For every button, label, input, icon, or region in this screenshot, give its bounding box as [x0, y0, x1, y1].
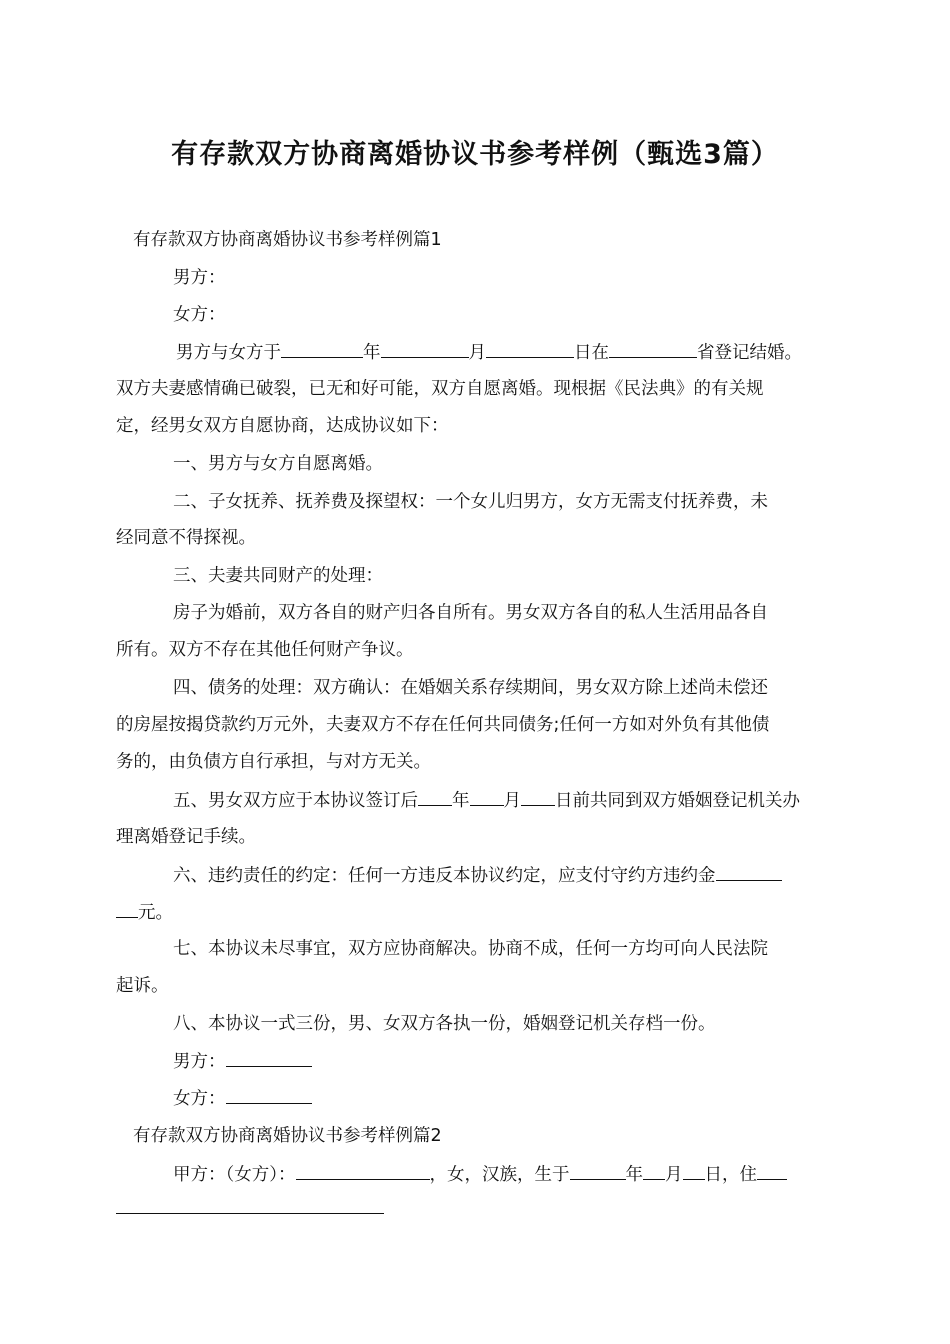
penalty-blank-continued[interactable] — [116, 900, 138, 918]
intro-year: 年 — [363, 343, 381, 363]
section1-heading: 有存款双方协商离婚协议书参考样例篇1 — [133, 230, 442, 250]
party-a-year: 年 — [625, 1165, 643, 1185]
item-3: 三、夫妻共同财产的处理： — [173, 566, 383, 586]
item-8: 八、本协议一式三份，男、女双方各执一份，婚姻登记机关存档一份。 — [173, 1014, 716, 1034]
item-2-line-2: 经同意不得探视。 — [116, 528, 256, 548]
document-title: 有存款双方协商离婚协议书参考样例（甄选3篇） — [171, 139, 779, 170]
birth-month-blank[interactable] — [643, 1162, 665, 1180]
year-blank[interactable] — [281, 340, 363, 358]
birth-day-blank[interactable] — [683, 1162, 705, 1180]
intro-line-2: 双方夫妻感情确已破裂，已无和好可能，双方自愿离婚。现根据《民法典》的有关规 — [116, 379, 764, 399]
signature-man — [173, 1049, 312, 1074]
section2-heading: 有存款双方协商离婚协议书参考样例篇2 — [133, 1126, 442, 1146]
item-3-body-line-1: 房子为婚前，双方各自的财产归各自所有。男女双方各自的私人生活用品各自 — [173, 603, 768, 623]
item-4-line-3: 务的，由负债方自行承担，与对方无关。 — [116, 752, 431, 772]
item-5-day: 日前共同到双方婚姻登记机关办 — [555, 791, 800, 811]
item-6-text: 六、违约责任的约定：任何一方违反本协议约定，应支付守约方违约金 — [173, 866, 716, 886]
birth-year-blank[interactable] — [570, 1162, 626, 1180]
deadline-day-blank[interactable] — [521, 788, 555, 806]
item-2-line-1: 二、子女抚养、抚养费及探望权：一个女儿归男方，女方无需支付抚养费，未 — [173, 492, 768, 512]
item-6-line-2 — [116, 900, 173, 925]
deadline-year-blank[interactable] — [418, 788, 452, 806]
item-5-line-2: 理离婚登记手续。 — [116, 827, 256, 847]
item-4-line-2: 的房屋按揭贷款约万元外，夫妻双方不存在任何共同债务;任何一方如对外负有其他债 — [116, 715, 770, 735]
item-4-line-1: 四、债务的处理：双方确认：在婚姻关系存续期间，男女双方除上述尚未偿还 — [173, 678, 768, 698]
intro-line-3: 定，经男女双方自愿协商，达成协议如下： — [116, 416, 449, 436]
item-6-line-1 — [173, 863, 782, 888]
party-a-details: ，女，汉族，生于 — [429, 1165, 570, 1185]
man-label: 男方： — [173, 268, 226, 288]
address-blank-continued[interactable] — [116, 1213, 384, 1214]
intro-line-1 — [176, 340, 802, 365]
signature-woman — [173, 1086, 312, 1111]
intro-province: 省登记结婚。 — [697, 343, 802, 363]
party-a-name-blank[interactable] — [296, 1162, 430, 1180]
woman-label: 女方： — [173, 305, 226, 325]
signature-woman-label: 女方： — [173, 1089, 226, 1109]
item-7-line-2: 起诉。 — [116, 976, 169, 996]
party-a-line-1 — [173, 1162, 787, 1187]
signature-man-label: 男方： — [173, 1052, 226, 1072]
address-blank[interactable] — [757, 1162, 787, 1180]
day-blank[interactable] — [486, 340, 574, 358]
intro-day: 日在 — [574, 343, 609, 363]
item-1: 一、男方与女方自愿离婚。 — [173, 454, 383, 474]
party-a-month: 月 — [665, 1165, 683, 1185]
deadline-month-blank[interactable] — [470, 788, 504, 806]
party-a-label: 甲方：（女方）： — [173, 1165, 296, 1185]
party-a-day: 日，住 — [704, 1165, 757, 1185]
month-blank[interactable] — [381, 340, 469, 358]
signature-man-blank[interactable] — [226, 1049, 312, 1067]
penalty-blank[interactable] — [716, 863, 782, 881]
province-blank[interactable] — [609, 340, 697, 358]
intro-month: 月 — [468, 343, 486, 363]
item-5-month: 月 — [503, 791, 521, 811]
item-7-line-1: 七、本协议未尽事宜，双方应协商解决。协商不成，任何一方均可向人民法院 — [173, 939, 768, 959]
signature-woman-blank[interactable] — [226, 1086, 312, 1104]
item-6-unit: 元。 — [138, 903, 173, 923]
item-5-year: 年 — [452, 791, 470, 811]
item-5-line-1 — [173, 788, 800, 813]
item-3-body-line-2: 所有。双方不存在其他任何财产争议。 — [116, 640, 414, 660]
item-5-text: 五、男女双方应于本协议签订后 — [173, 791, 418, 811]
intro-text: 男方与女方于 — [176, 343, 281, 363]
